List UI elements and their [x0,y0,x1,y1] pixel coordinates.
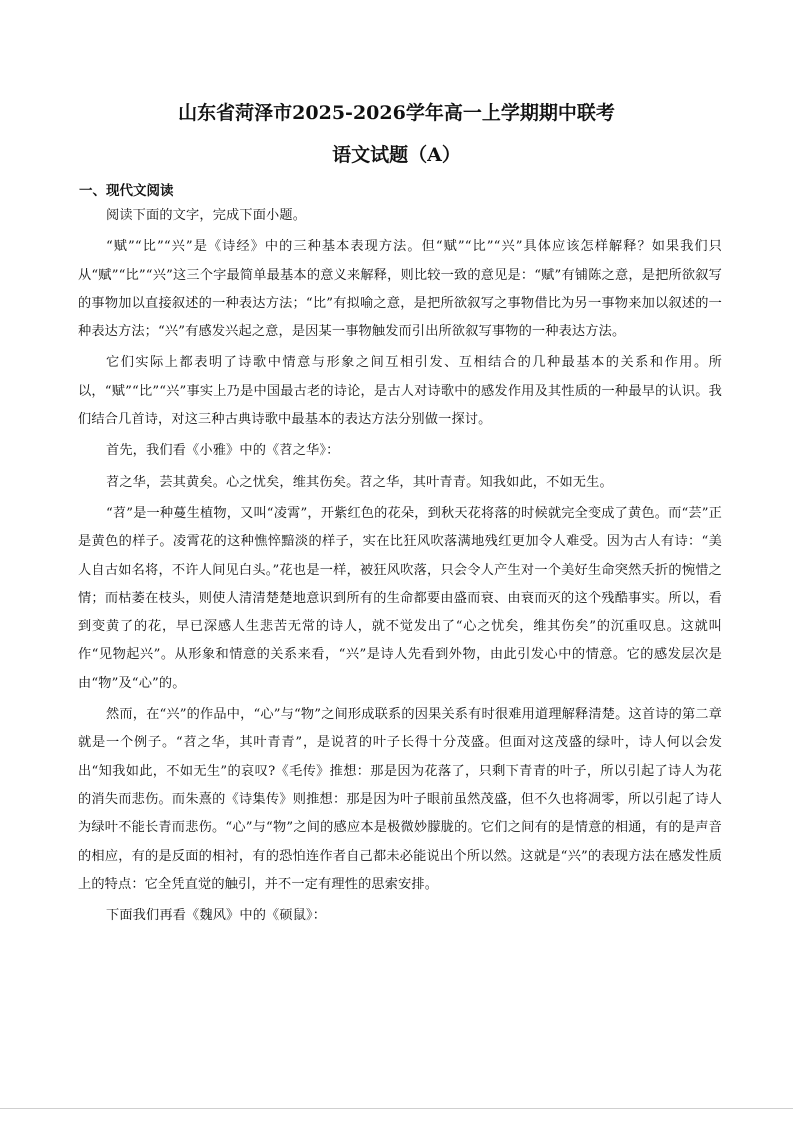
paragraph-4: “苕”是一种蔓生植物，又叫“凌霄”，开紫红色的花朵，到秋天花将落的时候就完全变成了黄色。而“芸”正是黄色的样子。凌霄花的这种憔悴黯淡的样子，实在比狂风吹落满地残红更加令人难受。因为古人有诗：“美人自古如名将，不许人间见白头。”花也是一样，被狂风吹落，只会令人产生对一个美好生命突然夭折的惋惜之情；而枯萎在枝头，则使人清清楚楚地意识到所有的生命都要由盛而衰、由衰而灭的这个残酷事实。所以，看到变黄了的花，早已深感人生悲苦无常的诗人，就不觉发出了“心之忧矣，维其伤矣”的沉重叹息。这就叫作“见物起兴”。从形象和情意的关系来看，“兴”是诗人先看到外物，由此引发心中的情意。它的感发层次是由“物”及“心”的。 [78,505,722,691]
paragraph-5: 然而，在“兴”的作品中，“心”与“物”之间形成联系的因果关系有时很难用道理解释清楚。这首诗的第二章就是一个例子。“苕之华，其叶青青”，是说苕的叶子长得十分茂盛。但面对这茂盛的绿叶，诗人何以会发出“知我如此，不如无生”的哀叹?《毛传》推想：那是因为花落了，只剩下青青的叶子，所以引起了诗人为花的消失而悲伤。而朱熹的《诗集传》则推想：那是因为叶子眼前虽然茂盛，但不久也将凋零，所以引起了诗人为绿叶不能长青而悲伤。“心”与“物”之间的感应本是极微妙朦胧的。它们之间有的是情意的相通，有的是声音的相应，有的是反面的相衬，有的恐怕连作者自己都未必能说出个所以然。这就是“兴”的表现方法在感发性质上的特点：它全凭直觉的触引，并不一定有理性的思索安排。 [78,707,722,892]
paragraph-3: 首先，我们看《小雅》中的《苕之华》： [106,443,340,459]
paragraph-2: 它们实际上都表明了诗歌中情意与形象之间互相引发、互相结合的几种最基本的关系和作用。所以，“赋”“比”“兴”事实上乃是中国最古老的诗论，是古人对诗歌中的感发作用及其性质的一种最早的认识。我们结合几首诗，对这三种古典诗歌中最基本的表达方法分别做一探讨。 [78,355,722,428]
document-title: 山东省菏泽市2025-2026学年高一上学期期中联考 [178,102,615,124]
paragraph-1: “赋”“比”“兴”是《诗经》中的三种基本表现方法。但“赋”“比”“兴”具体应该怎样解释？如果我们只从“赋”“比”“兴”这三个字最简单最基本的意义来解释，则比较一致的意见是：“赋”有铺陈之意，是把所欲叙写的事物加以直接叙述的一种表达方法；“比”有拟喻之意，是把所欲叙写之事物借比为另一事物来加以叙述的一种表达方法；“兴”有感发兴起之意，是因某一事物触发而引出所欲叙写事物的一种表达方法。 [78,239,722,340]
paragraph-6: 下面我们再看《魏风》中的《硕鼠》： [106,908,327,924]
page-bottom-divider [0,1108,793,1109]
section-heading: 一、现代文阅读 [79,183,174,199]
reading-passage [78,202,722,933]
paragraph-instruction: 阅读下面的文字，完成下面小题。 [106,208,307,223]
paragraph-poem: 苕之华，芸其黄矣。心之忧矣，维其伤矣。苕之华，其叶青青。知我如此，不如无生。 [106,474,613,490]
document-subtitle: 语文试题（A） [332,144,461,166]
